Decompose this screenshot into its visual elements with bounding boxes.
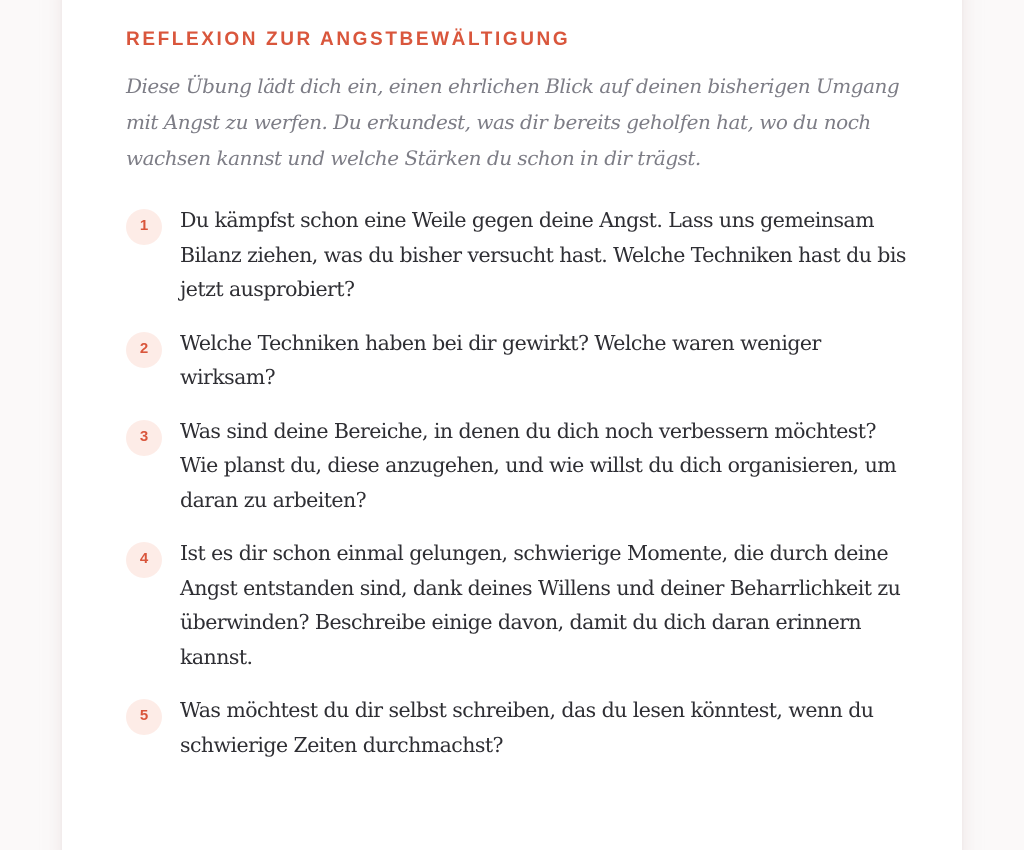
intro-text: Diese Übung lädt dich ein, einen ehrlichen Blick auf deinen bisherigen Umgang mit Angst zu werfen. Du erkundest, was dir bereits geholfen hat, wo du noch wachsen kannst und welche Stärken du schon in dir trägst. [126, 74, 900, 170]
reflection-content [126, 26, 906, 781]
question-number-badge: 4 [126, 542, 162, 578]
question-text: Ist es dir schon einmal gelungen, schwierige Momente, die durch deine Angst entstanden sind, dank deines Willens und deiner Beharrlichkeit zu überwinden? Beschreibe einige davon, damit du dich daran erinnern kannst. [180, 541, 901, 669]
question-item-5 [126, 693, 906, 762]
question-item-1 [126, 203, 906, 307]
question-number-badge: 1 [126, 209, 162, 245]
question-item-4 [126, 536, 906, 674]
question-text: Welche Techniken haben bei dir gewirkt? Welche waren weniger wirksam? [180, 330, 821, 389]
section-eyebrow: REFLEXION ZUR ANGSTBEWÄLTIGUNG [126, 29, 571, 50]
question-number-badge: 2 [126, 332, 162, 368]
question-number-badge: 3 [126, 420, 162, 456]
question-item-2 [126, 326, 906, 395]
question-text: Du kämpfst schon eine Weile gegen deine Angst. Lass uns gemeinsam Bilanz ziehen, was du bisher versucht hast. Welche Techniken hast du bis jetzt ausprobiert? [180, 208, 906, 301]
question-list [126, 203, 906, 762]
question-text: Was sind deine Bereiche, in denen du dich noch verbessern möchtest? Wie planst du, diese anzugehen, und wie willst du dich organisieren, um daran zu arbeiten? [180, 418, 897, 512]
question-item-3 [126, 414, 906, 518]
question-text: Was möchtest du dir selbst schreiben, das du lesen könntest, wenn du schwierige Zeiten durchmachst? [180, 698, 874, 757]
question-number-badge: 5 [126, 699, 162, 735]
